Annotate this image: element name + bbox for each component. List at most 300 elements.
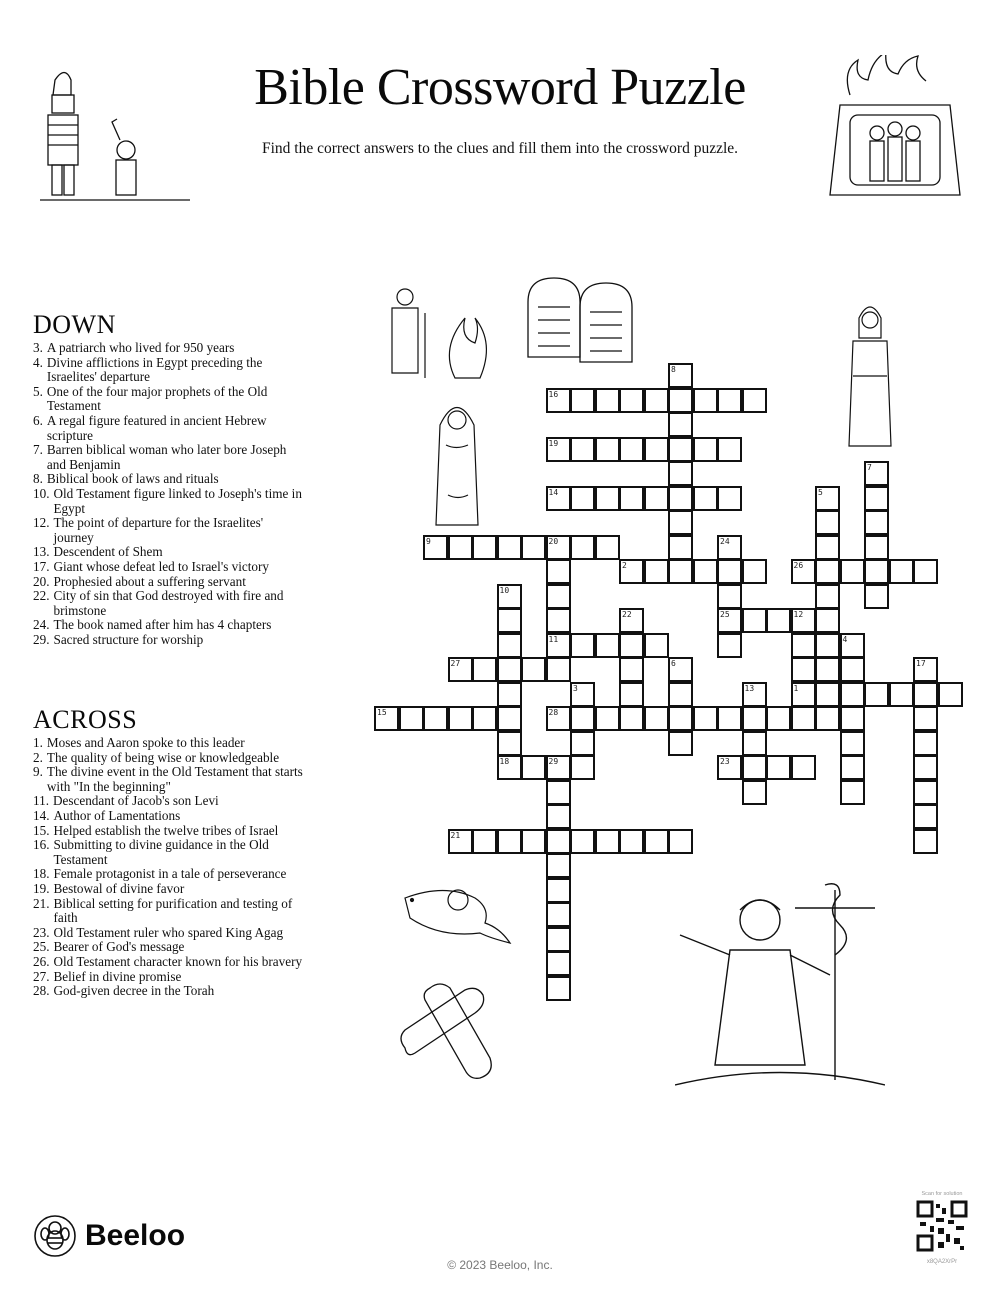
cell-number: 14 <box>548 487 559 497</box>
crossword-cell[interactable] <box>546 804 571 829</box>
clue-number: 4. <box>33 354 43 370</box>
crossword-cell[interactable] <box>546 829 571 854</box>
across-clue <box>33 882 303 897</box>
woman-standing-illustration <box>845 296 895 451</box>
down-clue <box>33 516 303 545</box>
clue-number: 1. <box>33 735 43 750</box>
clue-number: 13. <box>33 544 50 560</box>
crossword-cell[interactable] <box>619 657 644 682</box>
crossword-cell[interactable] <box>668 510 693 535</box>
crossword-cell[interactable] <box>742 731 767 756</box>
crossword-cell[interactable] <box>570 706 595 731</box>
cell-number: 26 <box>793 561 804 570</box>
crossword-cell[interactable] <box>497 584 522 609</box>
crossword-cell[interactable] <box>889 682 914 707</box>
down-clue <box>33 545 303 560</box>
crossword-cell[interactable] <box>717 584 742 609</box>
clue-number: 3. <box>33 340 43 355</box>
clue-number: 17. <box>33 558 50 574</box>
crossword-cell[interactable] <box>815 535 840 560</box>
clue-number: 20. <box>33 573 50 589</box>
crossword-cell[interactable] <box>570 829 595 854</box>
clue-text: The divine event in the Old Testament that starts with "In the beginning" <box>46 764 303 794</box>
crossword-cell[interactable] <box>521 755 546 780</box>
crossword-cell[interactable] <box>546 927 571 952</box>
across-clue <box>33 794 303 809</box>
down-clue <box>33 356 303 385</box>
crossword-cell[interactable] <box>717 608 742 633</box>
crossword-cell[interactable] <box>521 535 546 560</box>
crossword-cell[interactable] <box>546 437 571 462</box>
crossword-cell[interactable] <box>864 510 889 535</box>
brand-name: Beeloo <box>85 1219 186 1252</box>
crossword-cell[interactable] <box>472 829 497 854</box>
cell-number: 24 <box>720 536 730 546</box>
crossword-cell[interactable] <box>668 535 693 560</box>
crossword-cell[interactable] <box>570 755 595 780</box>
clue-text: The book named after him has 4 chapters <box>53 617 272 633</box>
instructions: Find the correct answers to the clues and fill them into the crossword puzzle. <box>261 140 739 157</box>
crossword-cell[interactable] <box>619 682 644 707</box>
cell-number: 4 <box>842 634 848 644</box>
crossword-cell[interactable] <box>913 755 938 780</box>
clue-text: Author of Lamentations <box>53 807 181 823</box>
crossword-cell[interactable] <box>619 486 644 511</box>
crossword-cell[interactable] <box>913 829 938 854</box>
clue-text: Submitting to divine guidance in the Old Testament <box>53 837 269 867</box>
clue-number: 22. <box>33 588 50 604</box>
cell-number: 2 <box>622 561 627 570</box>
qr-solution[interactable] <box>912 1191 972 1265</box>
crossword-cell[interactable] <box>546 388 571 413</box>
clue-number: 9. <box>33 764 43 780</box>
crossword-cell[interactable] <box>815 559 840 584</box>
bee-icon <box>33 1214 77 1258</box>
crossword-cell[interactable] <box>644 559 669 584</box>
clue-text: City of sin that God destroyed with fire and brimstone <box>53 588 284 618</box>
clue-text: Barren biblical woman who later bore Joseph and Benjamin <box>46 442 287 472</box>
crossword-cell[interactable] <box>668 559 693 584</box>
crossword-cell[interactable] <box>668 486 693 511</box>
cell-number: 5 <box>818 487 823 497</box>
crossword-cell[interactable] <box>791 559 816 584</box>
crossword-cell[interactable] <box>448 535 473 560</box>
clue-number: 25. <box>33 939 50 955</box>
crossword-cell[interactable] <box>619 388 644 413</box>
crossword-cell[interactable] <box>913 731 938 756</box>
crossword-cell[interactable] <box>423 535 448 560</box>
goliath-and-david-illustration <box>40 60 190 210</box>
crossword-cell[interactable] <box>546 951 571 976</box>
across-clue <box>33 940 303 955</box>
crossword-cell[interactable] <box>815 706 840 731</box>
down-clue <box>33 618 303 633</box>
crossword-cell[interactable] <box>546 976 571 1001</box>
crossword-cell[interactable] <box>448 706 473 731</box>
crossword-cell[interactable] <box>938 682 963 707</box>
across-clue <box>33 867 303 882</box>
clue-number: 16. <box>33 837 50 853</box>
crossword-cell[interactable] <box>497 633 522 658</box>
crossword-cell[interactable] <box>619 829 644 854</box>
cell-number: 13 <box>744 683 755 693</box>
crossword-cell[interactable] <box>791 633 816 658</box>
crossword-cell[interactable] <box>889 559 914 584</box>
across-clue <box>33 897 303 926</box>
across-clue-list <box>33 736 303 999</box>
crossword-cell[interactable] <box>766 706 791 731</box>
clue-text: A regal figure featured in ancient Hebrew scripture <box>46 412 267 443</box>
whale-jonah-illustration <box>400 878 515 948</box>
crossword-cell[interactable] <box>497 657 522 682</box>
rings-illustration <box>395 978 505 1093</box>
cell-number: 29 <box>548 757 559 766</box>
crossword-cell[interactable] <box>644 486 669 511</box>
qr-code-text: x8QA2XrPr <box>926 1259 958 1265</box>
crossword-cell[interactable] <box>668 706 693 731</box>
crossword-cell[interactable] <box>668 388 693 413</box>
crossword-cell[interactable] <box>472 706 497 731</box>
clue-number: 7. <box>33 442 43 458</box>
crossword-cell[interactable] <box>644 829 669 854</box>
crossword-cell[interactable] <box>619 437 644 462</box>
crossword-cell[interactable] <box>546 902 571 927</box>
down-clue <box>33 633 303 648</box>
clue-number: 27. <box>33 968 50 984</box>
crossword-cell[interactable] <box>717 535 742 560</box>
across-clue <box>33 926 303 941</box>
crossword-cell[interactable] <box>497 608 522 633</box>
crossword-cell[interactable] <box>693 706 718 731</box>
crossword-cell[interactable] <box>840 682 865 707</box>
crossword-cell[interactable] <box>717 755 742 780</box>
down-clue <box>33 472 303 487</box>
crossword-cell[interactable] <box>766 755 791 780</box>
crossword-cell[interactable] <box>595 437 620 462</box>
crossword-cell[interactable] <box>570 437 595 462</box>
crossword-cell[interactable] <box>595 829 620 854</box>
crossword-cell[interactable] <box>570 682 595 707</box>
clue-number: 6. <box>33 412 43 428</box>
clue-text: Bestowal of divine favor <box>53 880 185 896</box>
stone-tablets-illustration <box>520 272 640 377</box>
copyright: © 2023 Beeloo, Inc. <box>447 1258 553 1272</box>
crossword-cell[interactable] <box>399 706 424 731</box>
crossword-cell[interactable] <box>619 559 644 584</box>
crossword-cell[interactable] <box>546 535 571 560</box>
crossword-cell[interactable] <box>546 878 571 903</box>
cell-number: 8 <box>671 365 676 374</box>
clue-number: 18. <box>33 866 50 882</box>
crossword-cell[interactable] <box>742 755 767 780</box>
crossword-cell[interactable] <box>595 633 620 658</box>
crossword-cell[interactable] <box>815 633 840 658</box>
qr-code-icon[interactable] <box>916 1200 968 1252</box>
cell-number: 21 <box>450 830 461 840</box>
clue-text: Female protagonist in a tale of perseverance <box>53 866 287 882</box>
across-clue <box>33 765 303 794</box>
clue-text: Belief in divine promise <box>53 968 182 984</box>
crossword-cell[interactable] <box>546 853 571 878</box>
clue-number: 15. <box>33 822 50 838</box>
cell-number: 27 <box>450 659 461 668</box>
clue-text: Divine afflictions in Egypt preceding the Israelites' departure <box>46 354 263 385</box>
crossword-cell[interactable] <box>668 829 693 854</box>
across-clue <box>33 809 303 824</box>
woman-veiled-illustration <box>430 395 485 530</box>
crossword-cell[interactable] <box>913 780 938 805</box>
down-clue-list <box>33 341 303 647</box>
crossword-cell[interactable] <box>864 584 889 609</box>
crossword-cell[interactable] <box>546 486 571 511</box>
cell-number: 12 <box>793 610 804 619</box>
crossword-cell[interactable] <box>546 559 571 584</box>
crossword-cell[interactable] <box>644 706 669 731</box>
crossword-cell[interactable] <box>913 706 938 731</box>
crossword-cell[interactable] <box>742 388 767 413</box>
down-clue <box>33 385 303 414</box>
crossword-cell[interactable] <box>374 706 399 731</box>
crossword-cell[interactable] <box>644 388 669 413</box>
crossword-cell[interactable] <box>913 804 938 829</box>
across-clue <box>33 736 303 751</box>
crossword-cell[interactable] <box>815 584 840 609</box>
crossword-cell[interactable] <box>644 437 669 462</box>
clue-number: 29. <box>33 631 50 647</box>
clue-number: 12. <box>33 515 50 531</box>
crossword-cell[interactable] <box>497 682 522 707</box>
crossword-cell[interactable] <box>864 535 889 560</box>
across-clue <box>33 984 303 999</box>
cell-number: 10 <box>499 585 510 595</box>
crossword-cell[interactable] <box>472 657 497 682</box>
crossword-cell[interactable] <box>815 486 840 511</box>
crossword-cell[interactable] <box>717 633 742 658</box>
crossword-cell[interactable] <box>693 437 718 462</box>
clue-text: The point of departure for the Israelites' journey <box>53 515 264 545</box>
clue-text: Prophesied about a suffering servant <box>53 573 246 589</box>
across-clue <box>33 955 303 970</box>
clue-text: Descendant of Jacob's son Levi <box>53 793 219 809</box>
clue-number: 8. <box>33 471 43 487</box>
cell-number: 6 <box>671 659 676 668</box>
crossword-cell[interactable] <box>693 388 718 413</box>
moses-bronze-serpent-illustration <box>675 880 885 1095</box>
crossword-cell[interactable] <box>742 780 767 805</box>
clue-text: Moses and Aaron spoke to this leader <box>46 735 245 750</box>
crossword-cell[interactable] <box>742 706 767 731</box>
crossword-cell[interactable] <box>913 682 938 707</box>
fiery-furnace-illustration <box>825 55 965 205</box>
clue-number: 24. <box>33 617 50 633</box>
crossword-cell[interactable] <box>595 486 620 511</box>
crossword-cell[interactable] <box>864 486 889 511</box>
crossword-cell[interactable] <box>668 437 693 462</box>
down-clue <box>33 341 303 356</box>
cell-number: 18 <box>499 757 510 766</box>
cell-number: 17 <box>916 659 926 668</box>
crossword-cell[interactable] <box>864 559 889 584</box>
crossword-cell[interactable] <box>864 461 889 486</box>
clue-text: Biblical book of laws and rituals <box>46 471 219 487</box>
crossword-cell[interactable] <box>742 682 767 707</box>
clue-number: 10. <box>33 485 50 501</box>
clue-number: 5. <box>33 383 43 399</box>
across-clue <box>33 824 303 839</box>
crossword-cell[interactable] <box>423 706 448 731</box>
crossword-cell[interactable] <box>546 706 571 731</box>
crossword-cell[interactable] <box>791 608 816 633</box>
crossword-cell[interactable] <box>815 657 840 682</box>
cell-number: 28 <box>548 708 559 717</box>
clue-text: Giant whose defeat led to Israel's victory <box>53 558 269 574</box>
cell-number: 16 <box>548 389 559 399</box>
crossword-cell[interactable] <box>766 608 791 633</box>
across-clue <box>33 751 303 766</box>
crossword-cell[interactable] <box>570 535 595 560</box>
clue-text: Biblical setting for purification and testing of faith <box>53 895 293 926</box>
crossword-cell[interactable] <box>521 829 546 854</box>
crossword-cell[interactable] <box>840 706 865 731</box>
crossword-cell[interactable] <box>791 657 816 682</box>
crossword-cell[interactable] <box>791 682 816 707</box>
crossword-cell[interactable] <box>791 706 816 731</box>
crossword-cell[interactable] <box>546 633 571 658</box>
crossword-cell[interactable] <box>840 780 865 805</box>
across-clue <box>33 970 303 985</box>
crossword-cell[interactable] <box>472 535 497 560</box>
crossword-cell[interactable] <box>644 633 669 658</box>
clue-number: 23. <box>33 924 50 940</box>
crossword-cell[interactable] <box>546 780 571 805</box>
crossword-cell[interactable] <box>546 755 571 780</box>
crossword-cell[interactable] <box>570 731 595 756</box>
clue-text: God-given decree in the Torah <box>53 983 215 999</box>
crossword-cell[interactable] <box>595 706 620 731</box>
down-heading: DOWN <box>33 310 116 339</box>
crossword-cell[interactable] <box>546 608 571 633</box>
crossword-cell[interactable] <box>717 559 742 584</box>
cell-number: 22 <box>622 610 632 619</box>
down-clue <box>33 560 303 575</box>
crossword-cell[interactable] <box>668 363 693 388</box>
clue-number: 2. <box>33 749 43 765</box>
crossword-cell[interactable] <box>668 657 693 682</box>
crossword-cell[interactable] <box>840 559 865 584</box>
cell-number: 25 <box>720 610 730 619</box>
crossword-cell[interactable] <box>815 510 840 535</box>
crossword-cell[interactable] <box>742 608 767 633</box>
qr-caption: Scan for solution <box>921 1191 963 1197</box>
clue-text: Old Testament character known for his bravery <box>53 953 303 969</box>
moses-burning-bush-illustration <box>380 283 500 383</box>
crossword-cell[interactable] <box>570 633 595 658</box>
crossword-cell[interactable] <box>840 755 865 780</box>
cell-number: 15 <box>377 708 387 717</box>
crossword-cell[interactable] <box>913 559 938 584</box>
crossword-cell[interactable] <box>668 461 693 486</box>
crossword-cell[interactable] <box>546 657 571 682</box>
cell-number: 20 <box>548 536 559 546</box>
crossword-cell[interactable] <box>742 559 767 584</box>
crossword-cell[interactable] <box>570 388 595 413</box>
clue-number: 11. <box>33 793 49 809</box>
across-heading: ACROSS <box>33 705 138 734</box>
clue-text: Sacred structure for worship <box>53 631 204 647</box>
crossword-cell[interactable] <box>840 633 865 658</box>
crossword-cell[interactable] <box>693 559 718 584</box>
crossword-cell[interactable] <box>668 412 693 437</box>
clue-text: Old Testament ruler who spared King Agag <box>53 924 284 940</box>
cell-number: 19 <box>548 438 559 448</box>
clue-text: Bearer of God's message <box>53 939 185 955</box>
clue-number: 19. <box>33 880 50 896</box>
crossword-cell[interactable] <box>717 388 742 413</box>
crossword-cell[interactable] <box>717 486 742 511</box>
clue-text: The quality of being wise or knowledgeable <box>46 749 280 765</box>
crossword-cell[interactable] <box>840 731 865 756</box>
down-clue <box>33 414 303 443</box>
cell-number: 23 <box>720 757 730 766</box>
clue-text: A patriarch who lived for 950 years <box>46 340 235 355</box>
crossword-cell[interactable] <box>815 608 840 633</box>
cell-number: 1 <box>793 683 799 693</box>
clue-text: One of the four major prophets of the Old Testament <box>46 383 268 414</box>
cell-number: 9 <box>426 536 431 546</box>
crossword-cell[interactable] <box>619 706 644 731</box>
down-clue <box>33 443 303 472</box>
crossword-cell[interactable] <box>497 829 522 854</box>
crossword-cell[interactable] <box>497 706 522 731</box>
crossword-cell[interactable] <box>791 755 816 780</box>
crossword-cell[interactable] <box>864 682 889 707</box>
clue-number: 28. <box>33 983 50 999</box>
crossword-cell[interactable] <box>840 657 865 682</box>
crossword-cell[interactable] <box>570 486 595 511</box>
clue-number: 14. <box>33 807 50 823</box>
clue-number: 26. <box>33 953 50 969</box>
crossword-cell[interactable] <box>619 633 644 658</box>
crossword-cell[interactable] <box>448 657 473 682</box>
crossword-cell[interactable] <box>448 829 473 854</box>
crossword-cell[interactable] <box>497 755 522 780</box>
down-clue <box>33 487 303 516</box>
crossword-cell[interactable] <box>497 535 522 560</box>
crossword-cell[interactable] <box>546 584 571 609</box>
crossword-cell[interactable] <box>668 731 693 756</box>
clue-text: Old Testament figure linked to Joseph's time in Egypt <box>53 485 302 516</box>
page-title: Bible Crossword Puzzle <box>254 59 746 116</box>
clue-number: 21. <box>33 895 50 911</box>
crossword-cell[interactable] <box>619 608 644 633</box>
crossword-cell[interactable] <box>497 731 522 756</box>
down-clue <box>33 589 303 618</box>
crossword-cell[interactable] <box>815 682 840 707</box>
crossword-cell[interactable] <box>717 437 742 462</box>
crossword-cell[interactable] <box>668 682 693 707</box>
clue-text: Helped establish the twelve tribes of Israel <box>53 822 279 838</box>
across-clue <box>33 838 303 867</box>
crossword-cell[interactable] <box>595 535 620 560</box>
cell-number: 3 <box>573 683 578 693</box>
cell-number: 11 <box>548 634 559 644</box>
crossword-cell[interactable] <box>521 657 546 682</box>
crossword-cell[interactable] <box>693 486 718 511</box>
crossword-cell[interactable] <box>913 657 938 682</box>
crossword-cell[interactable] <box>717 706 742 731</box>
beeloo-logo <box>33 1214 185 1258</box>
crossword-cell[interactable] <box>595 388 620 413</box>
